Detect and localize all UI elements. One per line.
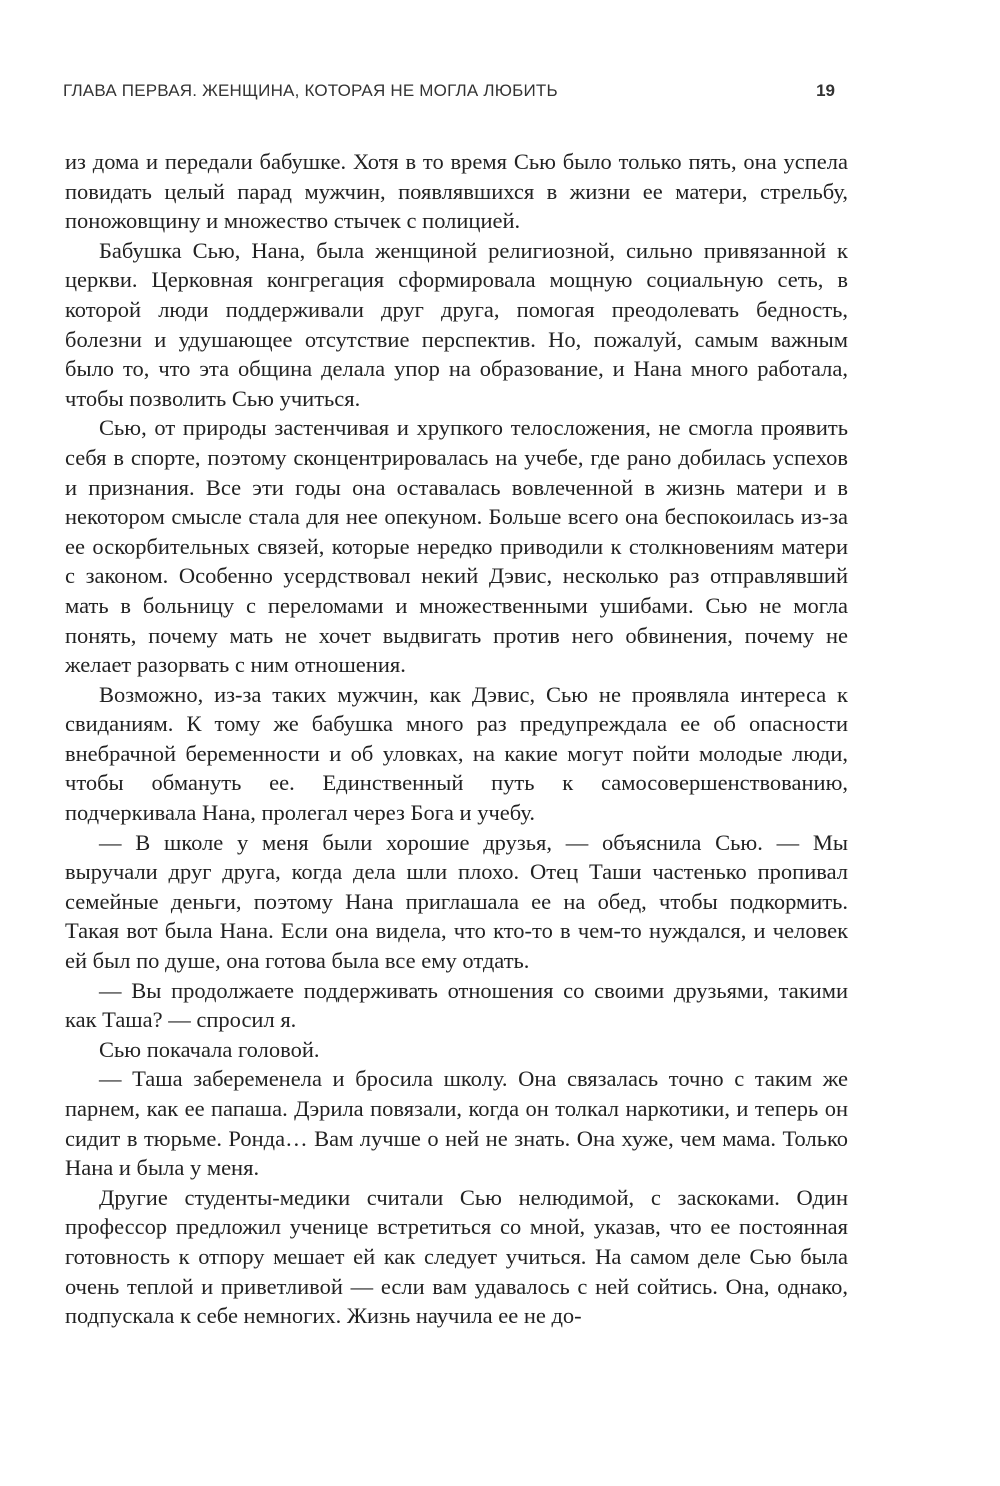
running-header	[63, 80, 835, 108]
body-text	[65, 147, 848, 1331]
paragraph-8: — Таша забеременела и бросила школу. Она связалась точно с таким же парнем, как ее папаша. Дэрила повязали, когда он толкал наркотики, и теперь он сидит в тюрьме. Ронда… Вам лучше о ней не знать. Она хуже, чем мама. Только Нана и была у меня.	[65, 1066, 848, 1181]
paragraph-9: Другие студенты-медики считали Сью нелюдимой, с заскоками. Один профессор предложил ученице встретиться со мной, указав, что ее постоянная готовность к отпору мешает ей как следует учиться. На самом деле Сью была очень теплой и приветливой — если вам удавалось с ней сойтись. Она, однако, подпускала к себе немногих. Жизнь научила ее не до-	[65, 1184, 848, 1329]
paragraph-3: Сью, от природы застенчивая и хрупкого телосложения, не смогла проявить себя в спорте, поэтому сконцентрировалась на учебе, где рано добилась успехов и признания. Все эти годы она оставалась вовлеченной в жизнь матери и в некотором смысле стала для нее опекуном. Больше всего она беспокоилась из-за ее оскорбительных связей, которые нередко приводили к столкновениям матери с законом. Особенно усердствовал некий Дэвис, несколько раз отправлявший мать в больницу с переломами и множественными ушибами. Сью не могла понять, почему мать не хочет выдвигать против него обвинения, почему не желает разорвать с ним отношения.	[65, 415, 848, 678]
paragraph-1: из дома и передали бабушке. Хотя в то время Сью было только пять, она успела повидать целый парад мужчин, появлявшихся в жизни ее матери, стрельбу, поножовщину и множество стычек с полицией.	[65, 149, 848, 234]
chapter-title: ГЛАВА ПЕРВАЯ. ЖЕНЩИНА, КОТОРАЯ НЕ МОГЛА ЛЮБИТЬ	[63, 81, 558, 100]
paragraph-5: — В школе у меня были хорошие друзья, — объяснила Сью. — Мы выручали друг друга, когда дела шли плохо. Отец Таши частенько пропивал семейные деньги, поэтому Нана приглашала ее на обед, чтобы подкормить. Такая вот была Нана. Если она видела, что кто-то в чем-то нуждался, и человек ей был по душе, она готова была все ему отдать.	[65, 829, 848, 974]
page-number: 19	[816, 81, 835, 100]
paragraph-2: Бабушка Сью, Нана, была женщиной религиозной, сильно привязанной к церкви. Церковная конгрегация сформировала мощную социальную сеть, в которой люди поддерживали друг друга, помогая преодолевать бедность, болезни и удушающее отсутствие перспектив. Но, пожалуй, самым важным было то, что эта община делала упор на образование, и Нана много работала, чтобы позволить Сью учиться.	[65, 237, 848, 411]
paragraph-6: — Вы продолжаете поддерживать отношения со своими друзьями, такими как Таша? — спросил я.	[65, 977, 848, 1033]
paragraph-4: Возможно, из-за таких мужчин, как Дэвис, Сью не проявляла интереса к свиданиям. К тому же бабушка много раз предупреждала ее об опасности внебрачной беременности и об уловках, на какие могут пойти молодые люди, чтобы обмануть ее. Единственный путь к самосовершенствованию, подчеркивала Нана, пролегал через Бога и учебу.	[65, 681, 848, 826]
paragraph-7: Сью покачала головой.	[99, 1036, 320, 1062]
